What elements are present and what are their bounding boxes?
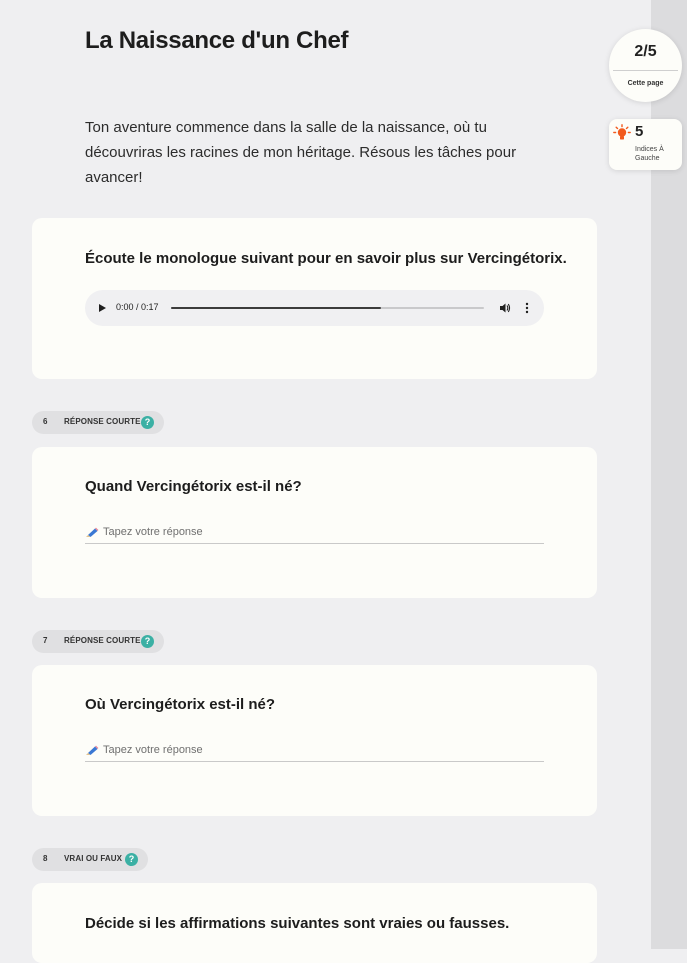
intro-text: Ton aventure commence dans la salle de la naissance, où tu découvriras les racines de mon héritage. Résous les tâches pour avancer!: [85, 119, 517, 186]
lightbulb-icon: [613, 124, 631, 142]
audio-time: 0:00 / 0:17: [116, 302, 159, 312]
audio-card: [32, 218, 597, 379]
answer-input[interactable]: [103, 741, 533, 759]
volume-icon[interactable]: [499, 302, 511, 314]
pencil-icon: [85, 527, 99, 537]
question-type: VRAI OU FAUX: [64, 854, 123, 863]
question-text: Décide si les affirmations suivantes sont vraies ou fausses.: [85, 915, 510, 932]
audio-progress: [171, 307, 381, 309]
audio-seek-bar[interactable]: [171, 307, 484, 309]
play-icon[interactable]: [99, 304, 106, 312]
page-counter: [609, 29, 682, 102]
hints-count: 5: [635, 123, 644, 140]
page-counter-value: 2/5: [634, 43, 657, 60]
question-text: Où Vercingétorix est-il né?: [85, 696, 276, 713]
answer-field: [85, 523, 544, 544]
question-card-8: [32, 883, 597, 963]
question-tag-6: [32, 411, 164, 434]
question-number: 7: [43, 636, 48, 645]
question-tag-7: [32, 630, 164, 653]
hints-remaining[interactable]: [609, 119, 682, 170]
answer-input[interactable]: [103, 523, 533, 541]
help-icon[interactable]: ?: [141, 416, 154, 429]
more-options-icon[interactable]: [525, 302, 529, 314]
question-card-6: [32, 447, 597, 598]
question-type: RÉPONSE COURTE: [64, 417, 141, 426]
pencil-icon: [85, 745, 99, 755]
audio-instruction: Écoute le monologue suivant pour en savoir plus sur Vercingétorix.: [85, 250, 567, 267]
help-icon[interactable]: ?: [141, 635, 154, 648]
question-type: RÉPONSE COURTE: [64, 636, 141, 645]
question-card-7: [32, 665, 597, 816]
divider: [613, 70, 678, 71]
question-number: 8: [43, 854, 48, 863]
audio-player[interactable]: [85, 290, 544, 326]
page-counter-label: Cette page: [627, 80, 664, 87]
question-tag-8: [32, 848, 148, 871]
answer-field: [85, 741, 544, 762]
help-icon[interactable]: ?: [125, 853, 138, 866]
question-text: Quand Vercingétorix est-il né?: [85, 478, 302, 495]
page-title: La Naissance d'un Chef: [85, 27, 349, 54]
hints-label: Indices À Gauche: [635, 146, 664, 162]
question-number: 6: [43, 417, 48, 426]
